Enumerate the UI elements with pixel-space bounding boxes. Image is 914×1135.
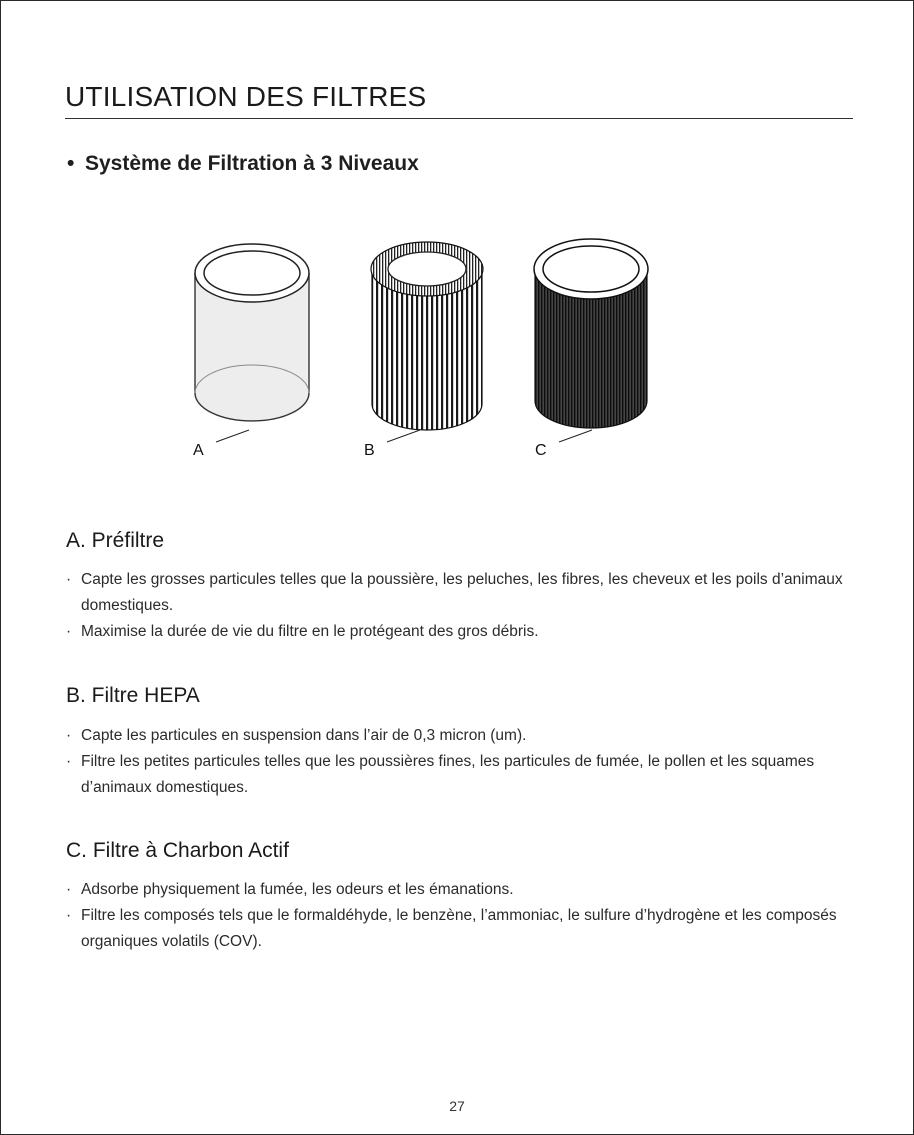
list-item-text: Maximise la durée de vie du filtre en le protégeant des gros débris. <box>81 623 539 640</box>
subtitle-bullet: • <box>67 152 75 175</box>
bullet-mark: · <box>66 881 72 898</box>
list-item-text: Capte les particules en suspension dans l’air de 0,3 micron (um). <box>81 727 527 744</box>
list-item <box>65 903 865 955</box>
bullet-mark: · <box>66 727 72 744</box>
label-a-leader <box>216 430 249 442</box>
list-item <box>65 877 865 903</box>
section-hepa-list <box>65 723 865 801</box>
list-item-text: Filtre les composés tels que le formaldéhyde, le benzène, l’ammoniac, le sulfure d’hydrogène et les composés organiques volatils (COV). <box>81 907 837 950</box>
label-c: C <box>535 442 547 459</box>
subtitle-text: Système de Filtration à 3 Niveaux <box>85 152 419 175</box>
bullet-mark: · <box>66 753 72 770</box>
label-a: A <box>193 442 204 459</box>
list-item-text: Capte les grosses particules telles que la poussière, les peluches, les fibres, les cheveux et les poils d’animaux domestiques. <box>81 571 843 614</box>
section-prefilter-title: A. Préfiltre <box>66 529 165 552</box>
bullet-mark: · <box>66 571 72 588</box>
list-item <box>65 619 865 645</box>
label-c-leader <box>559 430 592 442</box>
section-prefilter-list <box>65 567 865 645</box>
section-carbon-title: C. Filtre à Charbon Actif <box>66 839 289 862</box>
page-number: 27 <box>449 1098 465 1114</box>
hepa-filter-illustration <box>371 242 483 430</box>
list-item <box>65 723 865 749</box>
carbon-filter-illustration <box>534 239 648 428</box>
section-hepa-title: B. Filtre HEPA <box>66 684 200 707</box>
page-subtitle <box>67 152 419 176</box>
label-b-leader <box>387 430 420 442</box>
label-b: B <box>364 442 375 459</box>
list-item <box>65 749 865 801</box>
title-divider <box>65 118 853 119</box>
page-title: UTILISATION DES FILTRES <box>65 81 427 112</box>
bullet-mark: · <box>66 623 72 640</box>
section-carbon-list <box>65 877 865 955</box>
list-item <box>65 567 865 619</box>
list-item-text: Adsorbe physiquement la fumée, les odeurs et les émanations. <box>81 881 514 898</box>
list-item-text: Filtre les petites particules telles que les poussières fines, les particules de fumée, le pollen et les squames d’animaux domestiques. <box>81 753 815 796</box>
prefilter-illustration <box>195 244 309 421</box>
bullet-mark: · <box>66 907 72 924</box>
